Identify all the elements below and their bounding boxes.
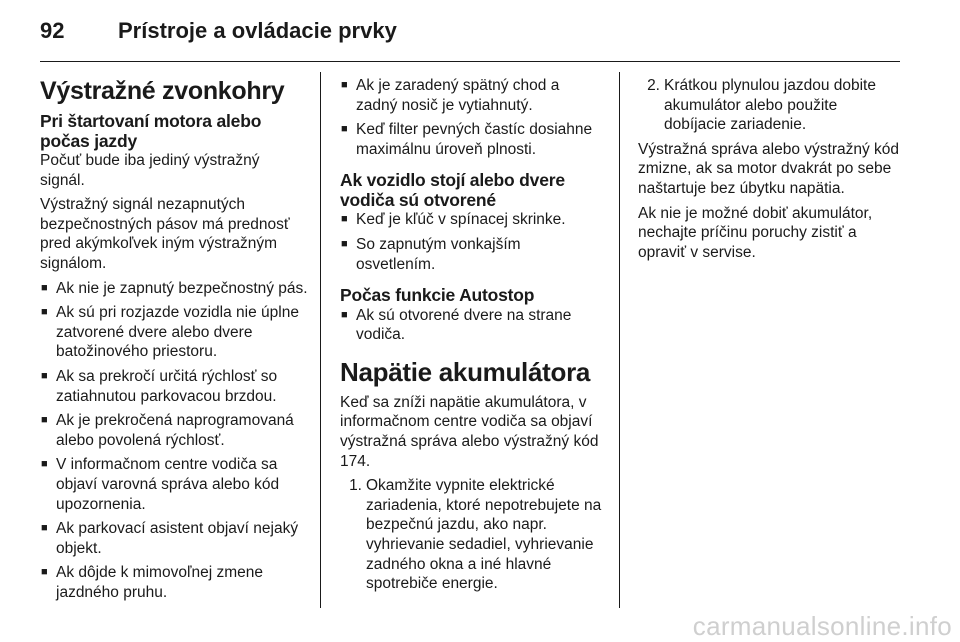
step-number: 1. [349, 477, 362, 495]
column-1 [40, 76, 308, 607]
paragraph: Výstražná správa alebo výstražný kód zmizne, ak sa motor dvakrát po sebe naštartuje bez úbytku napätia. [638, 140, 900, 197]
subheading-vehicle-stopped: Ak vozidlo stojí alebo dvere vodiča sú otvorené [340, 170, 565, 210]
numbered-list [638, 76, 900, 135]
watermark: carmanualsonline.info [692, 611, 952, 641]
list-item [638, 76, 900, 135]
paragraph: Počuť bude iba jediný výstražný signál. [40, 152, 260, 189]
list-item: ■ Ak sa prekročí určitá rýchlosť so zatiahnutou parkovacou brzdou. [40, 367, 308, 406]
list-item [340, 476, 602, 594]
bullet-list [40, 279, 308, 603]
list-item: ■ Ak je prekročená naprogramovaná alebo povolená rýchlosť. [40, 411, 308, 450]
list-item: ■ Keď filter pevných častíc dosiahne maximálnu úroveň plnosti. [340, 120, 602, 159]
step-text: Krátkou plynulou jazdou dobite akumulátor alebo použite dobíjacie zariadenie. [664, 77, 876, 134]
bullet-list [340, 76, 602, 159]
running-title: Prístroje a ovládacie prvky [118, 18, 397, 43]
step-text: Okamžite vypnite elektrické zariadenia, ktoré nepotrebujete na bezpečnú jazdu, ako napr. vyhrievanie sedadiel, vyhrievanie zadného okna a iné hlavné spotrebiče energie. [366, 477, 602, 593]
header-divider [40, 61, 900, 62]
page-number: 92 [40, 18, 65, 43]
column-3 [638, 76, 900, 267]
column-divider [619, 72, 620, 608]
section-heading-warning-chimes: Výstražné zvonkohry [40, 77, 285, 105]
subheading-engine-start: Pri štartovaní motora alebo počas jazdy [40, 111, 262, 151]
paragraph: Výstražný signál nezapnutých bezpečnostných pásov má prednosť pred akýmkoľvek iným výstražným signálom. [40, 196, 290, 272]
bullet-list [340, 306, 602, 345]
numbered-list [340, 476, 602, 594]
list-item: ■ So zapnutým vonkajším osvetlením. [340, 235, 602, 274]
list-item: ■ V informačnom centre vodiča sa objaví varovná správa alebo kód upozornenia. [40, 455, 308, 514]
column-2 [340, 76, 602, 599]
section-heading-battery-voltage: Napätie akumulátora [340, 356, 591, 387]
list-item: ■ Ak dôjde k mimovoľnej zmene jazdného pruhu. [40, 563, 308, 602]
bullet-list [340, 210, 602, 274]
list-item: ■ Ak parkovací asistent objaví nejaký objekt. [40, 519, 308, 558]
paragraph: Keď sa zníži napätie akumulátora, v informačnom centre vodiča sa objaví výstražná správa alebo výstražný kód 174. [340, 393, 599, 470]
column-divider [320, 72, 321, 608]
step-number: 2. [647, 77, 660, 94]
list-item: ■ Ak sú otvorené dvere na strane vodiča. [340, 306, 602, 345]
list-item: ■ Ak nie je zapnutý bezpečnostný pás. [40, 279, 308, 299]
page-header [40, 18, 920, 58]
paragraph: Ak nie je možné dobiť akumulátor, nechajte príčinu poruchy zistiť a opraviť v servise. [638, 204, 873, 261]
subheading-autostop: Počas funkcie Autostop [340, 285, 535, 306]
list-item: ■ Keď je kľúč v spínacej skrinke. [340, 210, 602, 230]
list-item: ■ Ak je zaradený spätný chod a zadný nosič je vytiahnutý. [340, 76, 602, 115]
list-item: ■ Ak sú pri rozjazde vozidla nie úplne zatvorené dvere alebo dvere batožinového priestoru. [40, 303, 308, 362]
